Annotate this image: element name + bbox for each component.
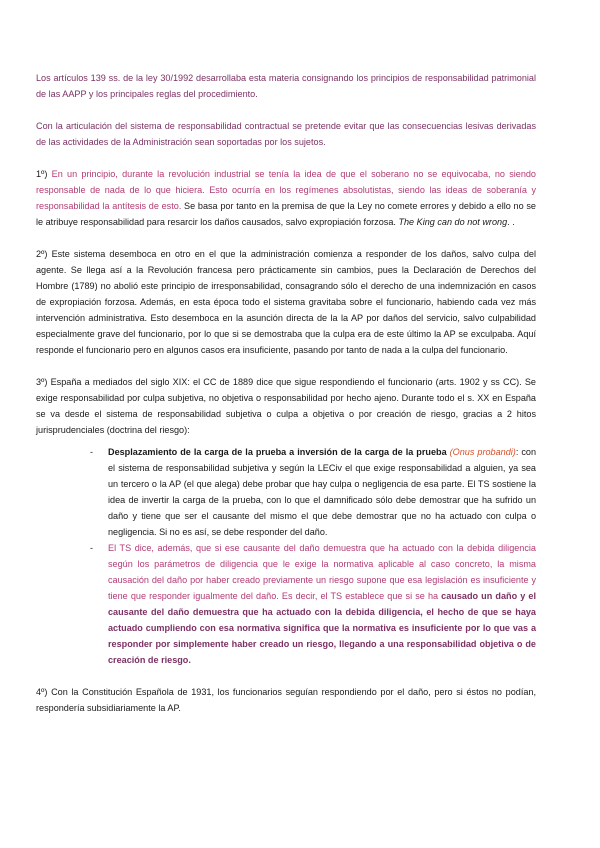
paragraph-2: 2º) Este sistema desemboca en otro en el que la administración comienza a responder de los daños, salvo culpa del agente. Se llega así a la Revolución francesa pero prácticamente sin cambios, pues la Declaración de Derechos del Hombre (1789) no abolió este principio de irresponsabilidad, consagrando sólo el derecho de una indemnización en casos de expropiación forzosa. Además, en esta época todo el sistema gravitaba sobre el funcionario, habiendo cada vez más intervención administrativa. Esto desemboca en la asunción directa de la la AP por daños del servicio, salvo culpabilidad especialmente grave del funcionario, por lo que si se demostraba que la culpa era de este último la AP se exculpaba. Aquí responde el funcionario pero en algunos casos era insuficiente, pasando por tanto de nada a la culpa del funcionario. xyxy=(36,249,536,355)
list-item-1-bold: Desplazamiento de la carga de la prueba a inversión de la carga de la prueba xyxy=(108,447,447,457)
dash-marker: - xyxy=(90,543,94,553)
list-item-risk-creation xyxy=(90,540,536,668)
list-item-1-latin: (Onus probandi) xyxy=(449,447,516,457)
paragraph-1-number: 1º) xyxy=(36,169,48,179)
dash-list xyxy=(36,444,536,668)
paragraph-3: 3º) España a mediados del siglo XIX: el CC de 1889 dice que sigue respondiendo el funcionario (arts. 1902 y ss CC). Se exige responsabilidad por culpa subjetiva, no objetiva o responsabilidad por hecho ajeno. Durante todo el s. XX en España se va desde el sistema de responsabilidad subjetiva o culpa a objetiva o por creación de riesgo, gracias a 2 hitos jurisprudenciales (doctrina del riesgo): xyxy=(36,377,536,435)
list-item-burden-of-proof xyxy=(90,444,536,540)
dash-marker: - xyxy=(90,447,94,457)
paragraph-1 xyxy=(36,166,536,230)
paragraph-4: 4º) Con la Constitución Española de 1931, los funcionarios seguían respondiendo por el daño, pero si éstos no podían, respondería subsidiariamente la AP. xyxy=(36,687,536,713)
paragraph-1-italic-phrase: The King can do not wrong xyxy=(398,217,508,227)
intro-paragraph-1: Los artículos 139 ss. de la ley 30/1992 desarrollaba esta materia consignando los principios de responsabilidad patrimonial de las AAPP y los principales reglas del procedimiento. xyxy=(36,73,536,99)
intro-paragraph-2: Con la articulación del sistema de responsabilidad contractual se pretende evitar que las consecuencias lesivas derivadas de las actividades de la Administración sean soportadas por los sujetos. xyxy=(36,121,536,147)
list-item-1-text: : con el sistema de responsabilidad subjetiva y según la LECiv el que exige responsabilidad a alguien, ya sea un tercero o la AP (el que alega) debe probar que hay culpa o negligencia de esa parte. El TS sostiene la idea de invertir la carga de la prueba, con lo que el damnificado sólo debe demostrar que ha sufrido un daño y tiene que ser el causante del mismo el que debe demostrar que no ha actuado con culpa o negligencia. Si no es así, se debe responder del daño. xyxy=(108,447,536,537)
paragraph-1-end: . . xyxy=(507,217,515,227)
paragraph-1-pink-text: En un principio, durante la revolución industrial se tenía la idea de que el soberano no se equivocaba, no siendo responsable de nada de lo que hiciera. Esto ocurría en los regímenes absolutistas, siendo las ideas de soberanía y responsabilidad la antítesis de esto. xyxy=(36,169,536,211)
list-item-2-bold: causado un daño y el causante del daño demuestra que ha actuado con la debida diligencia, el hecho de que se haya actuado cumpliendo con esa normativa significa que la normativa es insuficiente por lo que vas a responder por simplemente haber creado un riesgo, llegando a una responsabilidad objetiva o de creación de riesgo. xyxy=(108,591,536,665)
list-item-2-text: El TS dice, además, que si ese causante del daño demuestra que ha actuado con la debida diligencia según los parámetros de diligencia que le exige la normativa aplicable al caso concreto, la misma causación del daño por haber creado previamente un riesgo supone que esa legislación es insuficiente y tiene que responder igualmente del daño. Es decir, el TS establece que si se ha xyxy=(108,543,536,601)
paragraph-1-text: Se basa por tanto en la premisa de que la Ley no comete errores y debido a ello no se le atribuye responsabilidad para resarcir los daños causados, salvo expropiación forzosa. xyxy=(36,201,536,227)
